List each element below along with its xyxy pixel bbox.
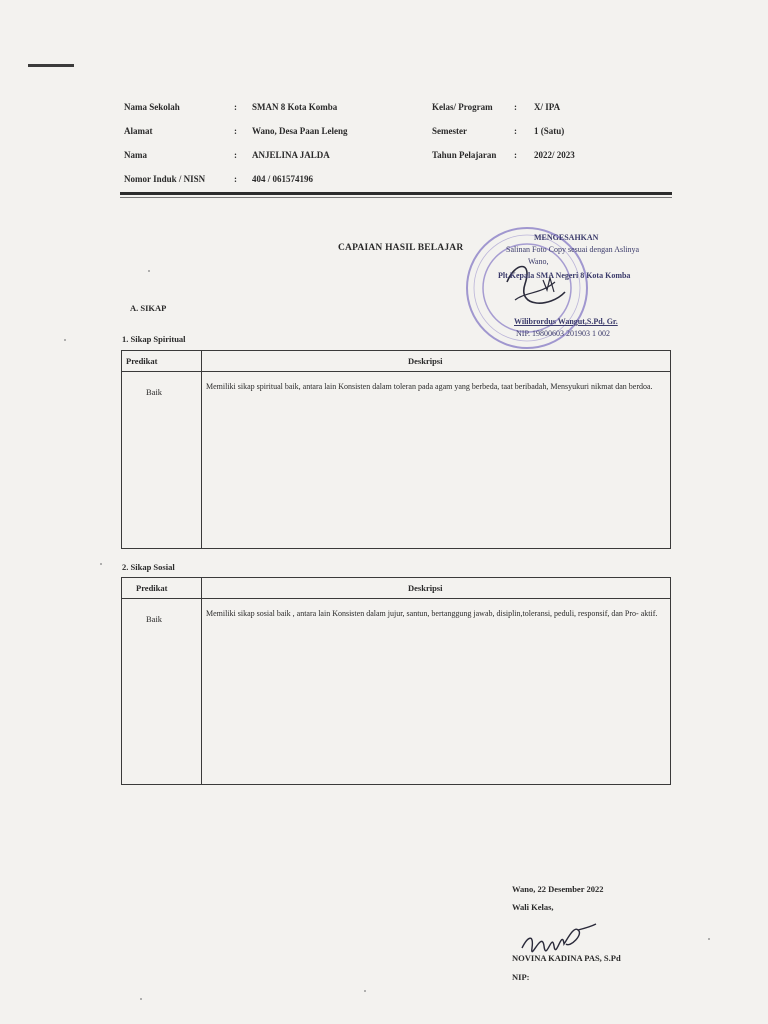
subsection-heading: 1. Sikap Spiritual <box>122 334 186 344</box>
info-label: Nomor Induk / NISN <box>124 174 206 184</box>
legalization-line: Wano, <box>528 257 549 266</box>
header-divider-thin <box>120 197 672 198</box>
info-value: ANJELINA JALDA <box>252 150 330 160</box>
legalization-nip: NIP. 19800603 201903 1 002 <box>516 329 611 338</box>
column-header-predikat: Predikat <box>136 583 168 593</box>
signature-role: Wali Kelas, <box>512 902 554 912</box>
info-label: Kelas/ Program <box>432 102 493 112</box>
legalization-name: Wilibrordus Wangut,S.Pd, Gr. <box>514 317 618 326</box>
scan-mark <box>28 64 74 67</box>
predikat-value: Baik <box>146 614 163 624</box>
info-colon: : <box>234 102 237 112</box>
info-value: Wano, Desa Paan Leleng <box>252 126 348 136</box>
scan-speck <box>140 998 142 1000</box>
signature-name: NOVINA KADINA PAS, S.Pd <box>512 953 621 963</box>
table-header <box>122 578 670 599</box>
scan-speck <box>708 938 710 940</box>
info-value: 404 / 061574196 <box>252 174 314 184</box>
info-label: Tahun Pelajaran <box>432 150 497 160</box>
info-colon: : <box>234 174 237 184</box>
info-label: Nama Sekolah <box>124 102 180 112</box>
header-divider <box>120 192 672 195</box>
info-label: Alamat <box>124 126 153 136</box>
scan-speck <box>64 339 66 341</box>
scan-speck <box>148 270 150 272</box>
legalization-heading: MENGESAHKAN <box>534 233 599 242</box>
legalization-line: Salinan Foto Copy sesuai dengan Aslinya <box>506 245 640 254</box>
section-heading: A. SIKAP <box>130 303 167 313</box>
subsection-heading: 2. Sikap Sosial <box>122 562 175 572</box>
spiritual-table <box>121 350 671 549</box>
column-divider <box>201 578 202 784</box>
info-colon: : <box>514 126 517 136</box>
predikat-value: Baik <box>146 387 163 397</box>
info-label: Semester <box>432 126 467 136</box>
sosial-table <box>121 577 671 785</box>
info-value: X/ IPA <box>534 102 561 112</box>
legalization-line: Plt.Kepala SMA Negeri 8 Kota Komba <box>498 271 631 280</box>
scan-speck <box>100 563 102 565</box>
info-colon: : <box>234 126 237 136</box>
column-divider <box>201 351 202 548</box>
info-value: 1 (Satu) <box>534 126 565 136</box>
info-colon: : <box>514 150 517 160</box>
column-header-predikat: Predikat <box>126 356 158 366</box>
deskripsi-value: Memiliki sikap sosial baik , antara lain Konsisten dalam jujur, santun, bertanggung jawab, disiplin,toleransi, peduli, responsif, dan Pro- aktif. <box>206 609 658 618</box>
deskripsi-value: Memiliki sikap spiritual baik, antara lain Konsisten dalam toleran pada agam yang berbeda, taat beribadah, Mensyukuri nikmat dan berdoa. <box>206 382 653 391</box>
info-label: Nama <box>124 150 147 160</box>
page-title: CAPAIAN HASIL BELAJAR <box>338 243 464 253</box>
signature-nip: NIP: <box>512 972 530 982</box>
table-header <box>122 351 670 372</box>
info-colon: : <box>234 150 237 160</box>
column-header-deskripsi: Deskripsi <box>408 356 443 366</box>
scan-speck <box>364 990 366 992</box>
signature-place-date: Wano, 22 Desember 2022 <box>512 884 604 894</box>
info-value: 2022/ 2023 <box>534 150 575 160</box>
column-header-deskripsi: Deskripsi <box>408 583 443 593</box>
info-value: SMAN 8 Kota Komba <box>252 102 338 112</box>
info-colon: : <box>514 102 517 112</box>
handwritten-signature <box>518 918 598 958</box>
